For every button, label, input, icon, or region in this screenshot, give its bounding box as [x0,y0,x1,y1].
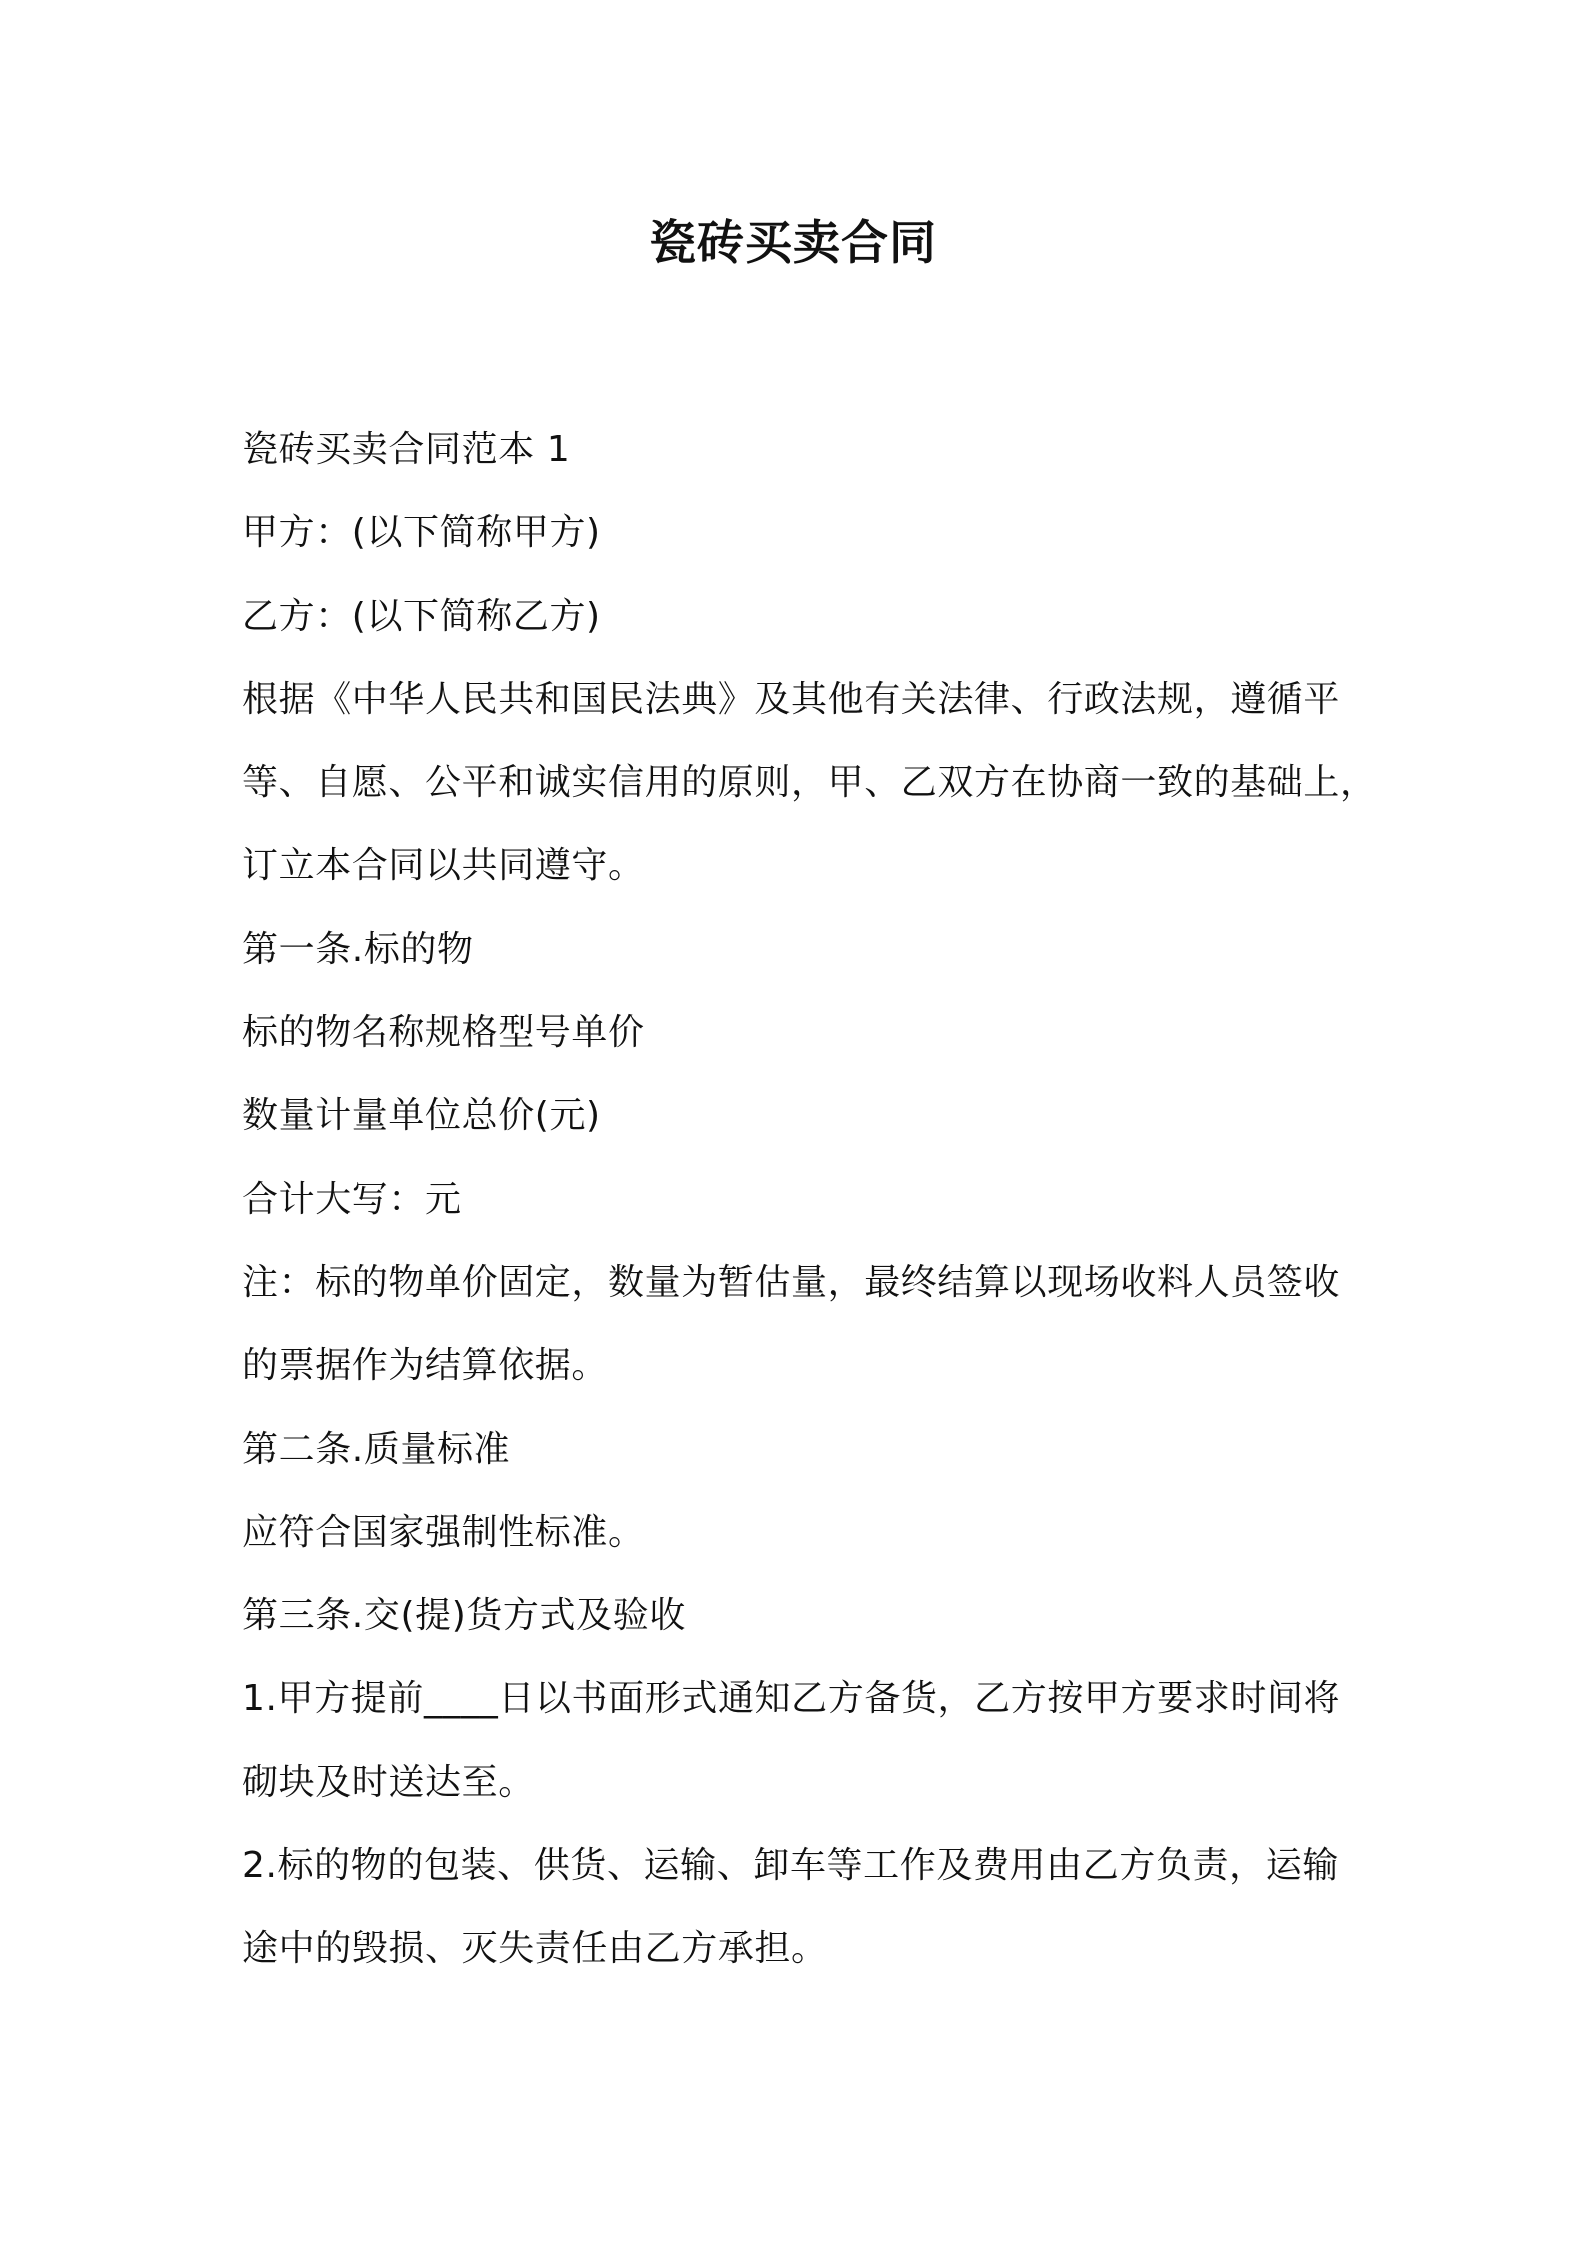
paragraph-line: 途中的毁损、灭失责任由乙方承担。 [242,1928,828,1970]
paragraph-line: 甲方：(以下简称甲方) [242,512,601,554]
paragraph-line: 的票据作为结算依据。 [242,1345,609,1387]
paragraph-line: 根据《中华人民共和国民法典》及其他有关法律、行政法规，遵循平 [242,678,1341,720]
paragraph-line: 2.标的物的包装、供货、运输、卸车等工作及费用由乙方负责，运输 [242,1845,1339,1887]
paragraph-line: 应符合国家强制性标准。 [242,1511,645,1553]
paragraph-line: 乙方：(以下简称乙方) [242,595,601,637]
paragraph-line: 标的物名称规格型号单价 [242,1012,645,1054]
paragraph-line: 1.甲方提前____日以书面形式通知乙方备货，乙方按甲方要求时间将 [242,1678,1341,1720]
paragraph-line: 合计大写：元 [242,1178,462,1220]
paragraph-line: 砌块及时送达至。 [242,1761,535,1803]
paragraph-line: 订立本合同以共同遵守。 [242,845,645,887]
paragraph-line: 数量计量单位总价(元) [242,1095,601,1137]
paragraph-line: 等、自愿、公平和诚实信用的原则，甲、乙双方在协商一致的基础上， [242,762,1377,804]
document-title: 瓷砖买卖合同 [649,216,937,271]
paragraph-line: 第二条.质量标准 [242,1428,511,1470]
document-body [242,408,1377,1991]
paragraph-line: 第三条.交(提)货方式及验收 [242,1595,686,1637]
paragraph-line: 注：标的物单价固定，数量为暂估量，最终结算以现场收料人员签收 [242,1261,1341,1303]
paragraph-line: 第一条.标的物 [242,928,474,970]
paragraph-line: 瓷砖买卖合同范本 1 [242,429,571,470]
